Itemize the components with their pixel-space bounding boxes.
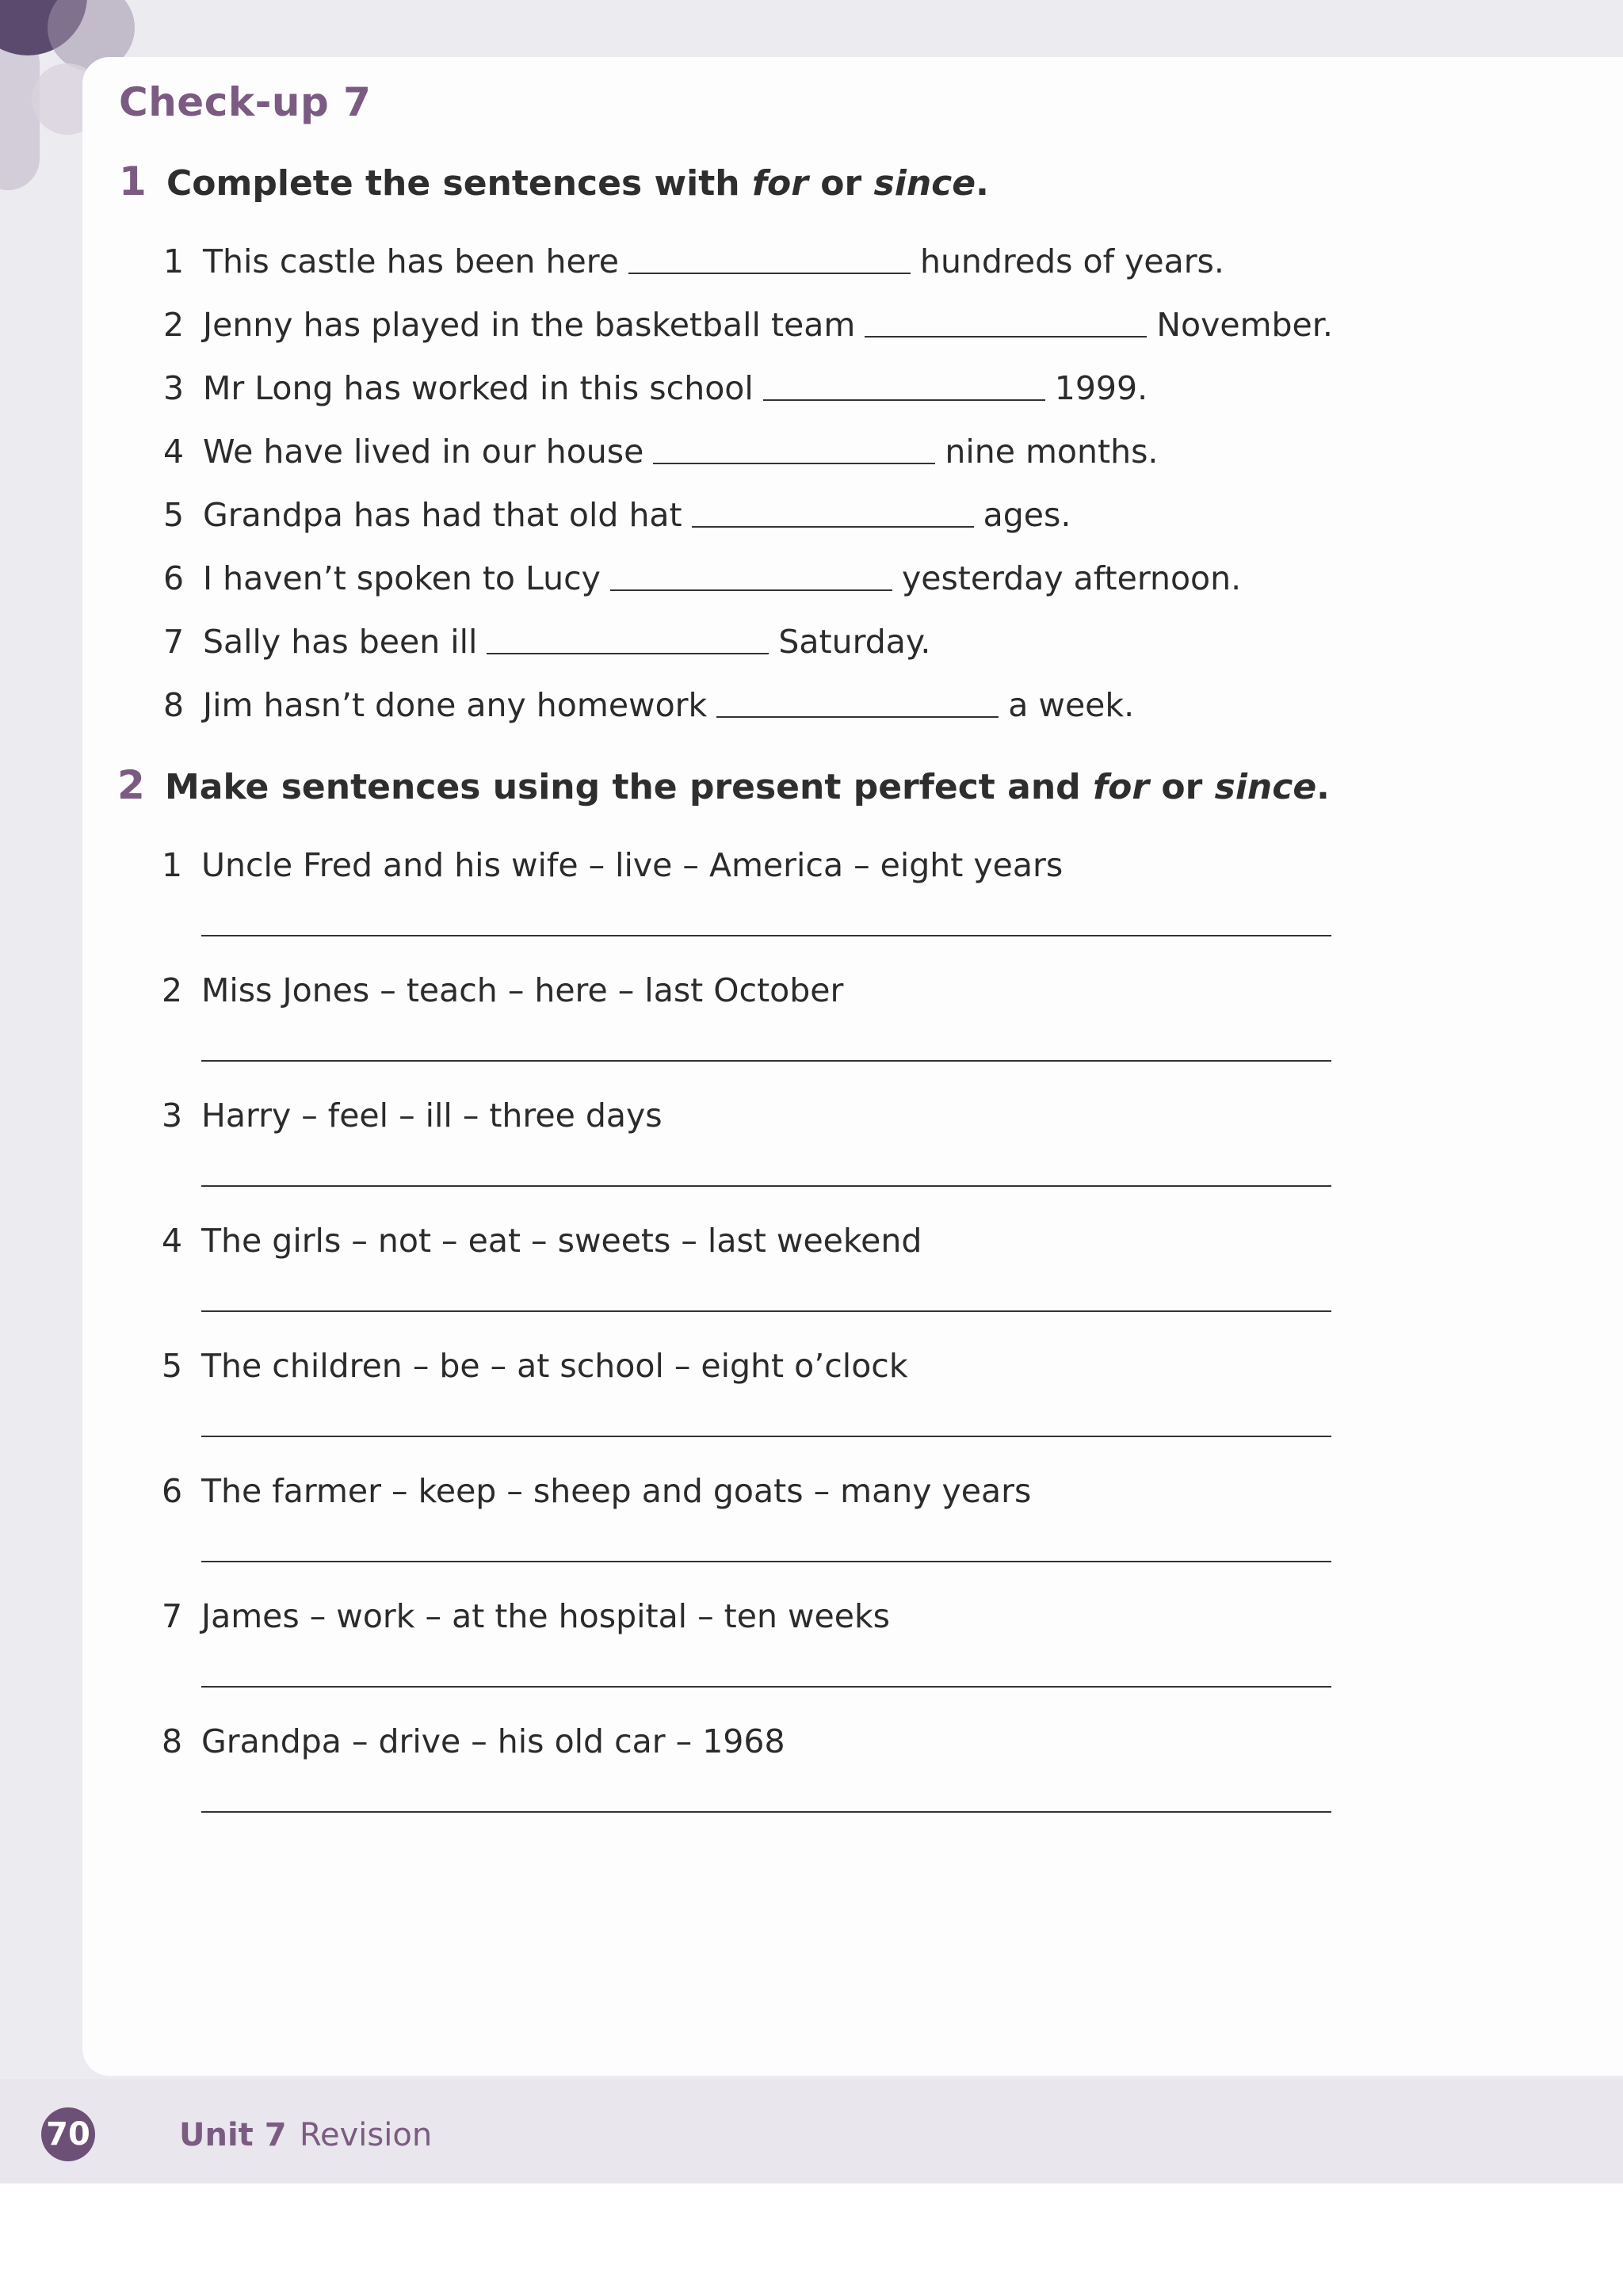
answer-blank[interactable] <box>487 653 769 654</box>
unit-label: Unit 7 <box>179 2117 287 2153</box>
list-item: 3 Mr Long has worked in this school 1999. <box>163 369 1148 407</box>
answer-blank[interactable] <box>628 273 911 274</box>
exercise-2-instruction: 2 Make sentences using the present perfect and for or since. <box>117 762 1330 808</box>
page-title: Check-up 7 <box>119 79 372 125</box>
list-item: 4 The girls – not – eat – sweets – last weekend <box>162 1222 922 1260</box>
answer-line[interactable] <box>201 1811 1331 1813</box>
answer-blank[interactable] <box>763 399 1045 401</box>
answer-blank[interactable] <box>716 716 999 718</box>
answer-line[interactable] <box>201 1060 1331 1062</box>
list-item: 6 I haven’t spoken to Lucy yesterday afternoon. <box>163 559 1242 597</box>
list-item: 4 We have lived in our house nine months. <box>163 433 1159 471</box>
page-number-badge: 70 <box>41 2107 95 2161</box>
answer-line[interactable] <box>201 935 1331 936</box>
list-item: 5 Grandpa has had that old hat ages. <box>163 496 1071 534</box>
answer-line[interactable] <box>201 1686 1331 1688</box>
answer-blank[interactable] <box>692 526 974 528</box>
list-item: 2 Miss Jones – teach – here – last October <box>162 971 844 1009</box>
answer-line[interactable] <box>201 1310 1331 1312</box>
answer-line[interactable] <box>201 1561 1331 1562</box>
answer-blank[interactable] <box>653 463 935 464</box>
answer-blank[interactable] <box>610 589 892 591</box>
exercise-number: 1 <box>119 158 147 204</box>
list-item: 8 Grandpa – drive – his old car – 1968 <box>162 1722 785 1760</box>
list-item: 2 Jenny has played in the basketball team November. <box>163 306 1333 344</box>
answer-line[interactable] <box>201 1185 1331 1187</box>
exercise-1-instruction: 1 Complete the sentences with for or since. <box>119 158 989 204</box>
answer-blank[interactable] <box>865 336 1147 338</box>
exercise-number: 2 <box>117 762 145 808</box>
list-item: 3 Harry – feel – ill – three days <box>162 1097 663 1135</box>
list-item: 5 The children – be – at school – eight o’clock <box>162 1347 908 1385</box>
list-item: 7 James – work – at the hospital – ten weeks <box>162 1597 891 1635</box>
section-label: Revision <box>300 2117 433 2153</box>
list-item: 7 Sally has been ill Saturday. <box>163 623 931 661</box>
list-item: 1 This castle has been here hundreds of years. <box>163 242 1224 280</box>
list-item: 8 Jim hasn’t done any homework a week. <box>163 686 1135 724</box>
list-item: 1 Uncle Fred and his wife – live – America – eight years <box>162 846 1064 884</box>
answer-line[interactable] <box>201 1436 1331 1437</box>
list-item: 6 The farmer – keep – sheep and goats – many years <box>162 1472 1032 1510</box>
